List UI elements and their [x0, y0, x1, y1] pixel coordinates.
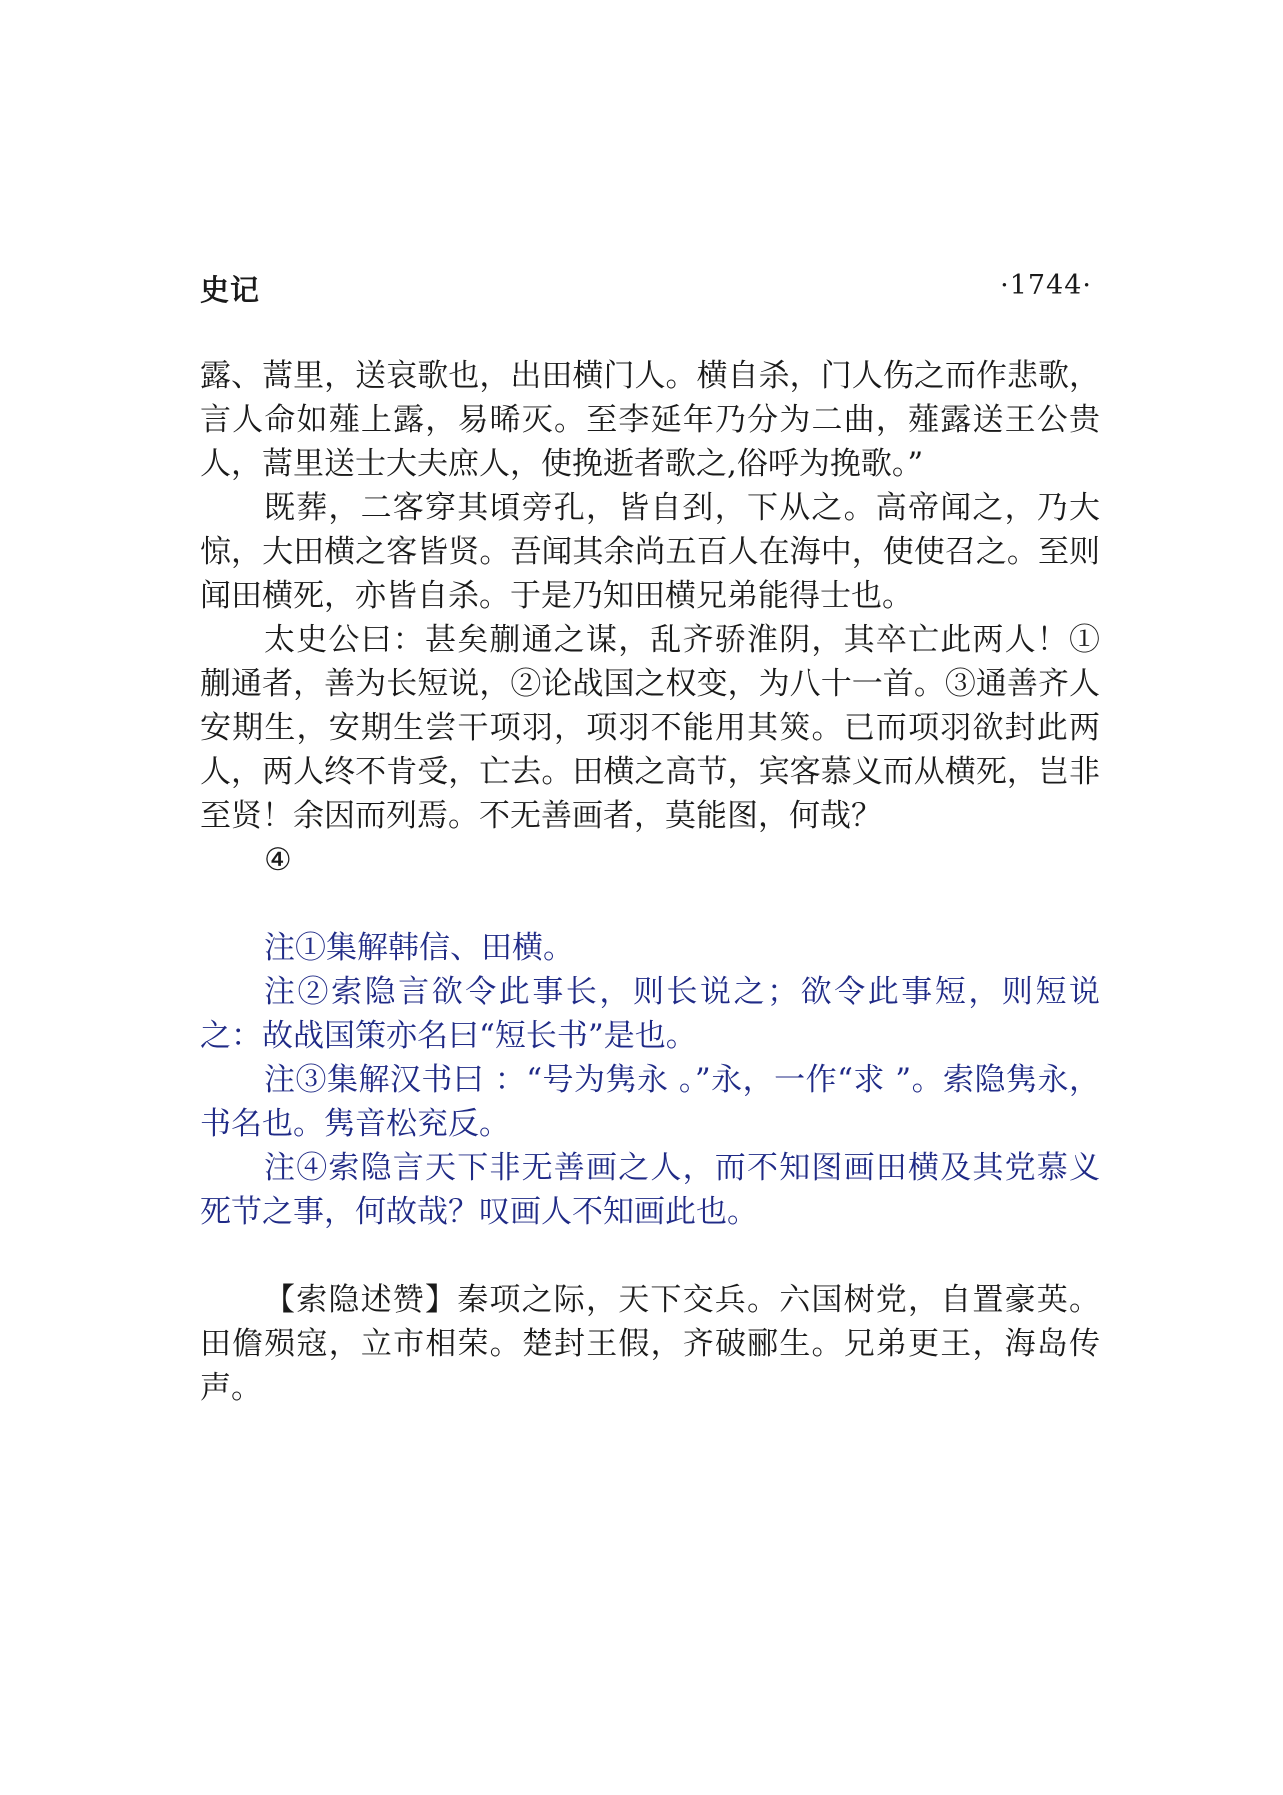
note-2: 注②索隐言欲令此事长，则长说之；欲令此事短，则短说之：故战国策亦名曰“短长书”是也。 [200, 974, 1100, 1054]
note-1: 注①集解韩信、田横。 [264, 930, 574, 966]
page-body [200, 354, 1100, 1410]
note-4: 注④索隐言天下非无善画之人，而不知图画田横及其党慕义死节之事，何故哉？叹画人不知画此也。 [200, 1150, 1100, 1230]
book-title: 史记 [200, 273, 261, 307]
paragraph-3: 太史公曰：甚矣蒯通之谋，乱齐骄淮阴，其卒亡此两人！①蒯通者，善为长短说，②论战国之权变，为八十一首。③通善齐人安期生，安期生尝干项羽，项羽不能用其筴。已而项羽欲封此两人，两人终不肯受，亡去。田横之高节，宾客慕义而从横死，岂非至贤！余因而列焉。不无善画者，莫能图，何哉？ [200, 622, 1100, 834]
spacer [200, 1234, 1100, 1278]
page-header [200, 268, 1092, 308]
note-3: 注③集解汉书曰 ：“号为隽永 。”永，一作“求 ”。索隐隽永，书名也。隽音松兖反。 [200, 1062, 1100, 1142]
paragraph-2: 既葬，二客穿其頃旁孔，皆自刭，下从之。高帝闻之，乃大惊，大田横之客皆贤。吾闻其余尚五百人在海中，使使召之。至则闻田横死，亦皆自杀。于是乃知田横兄弟能得士也。 [200, 490, 1100, 614]
suoyin-shuzan: 【索隐述赞】秦项之际，天下交兵。六国树党，自置豪英。田儋殒寇，立市相荣。楚封王假，齐破郦生。兄弟更王，海岛传声。 [200, 1282, 1100, 1406]
notes-section [200, 926, 1100, 1234]
spacer [200, 882, 1100, 926]
paragraph-1: 露、蒿里，送哀歌也，出田横门人。横自杀，门人伤之而作悲歌，言人命如薤上露，易晞灭。至李延年乃分为二曲，薤露送王公贵人，蒿里送士大夫庶人，使挽逝者歌之,俗呼为挽歌。” [200, 358, 1100, 482]
page-number: ·1744· [1000, 270, 1092, 301]
note-marker-4: ④ [264, 842, 292, 878]
